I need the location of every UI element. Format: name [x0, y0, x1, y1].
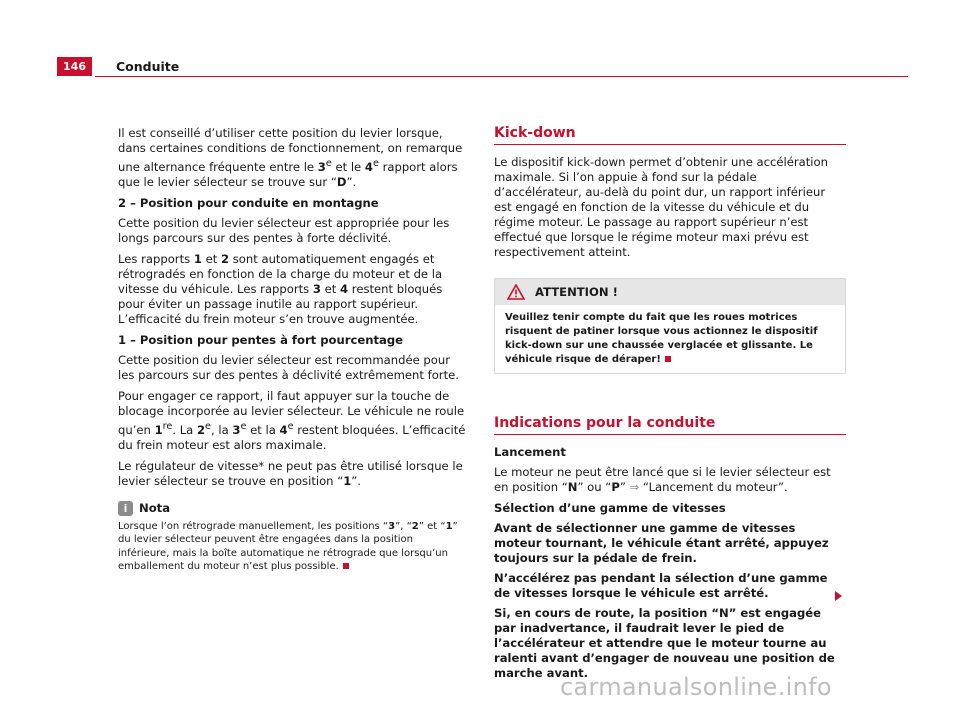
lancement-text: Le moteur ne peut être lancé que si le levier sélecteur est en position “N” ou “P” ⇒ “Lancement du moteur”.: [494, 465, 831, 494]
end-of-section-icon: [343, 563, 349, 569]
left-column: [118, 126, 466, 580]
attention-header: [495, 279, 845, 305]
attention-title: ATTENTION !: [535, 284, 618, 299]
info-note-icon: i: [118, 501, 133, 516]
bold-instruction-3: Si, en cours de route, la position “N” est engagée par inadvertance, il faudrait lever le pied de l’accélérateur et attendre que le moteur tourne au ralenti avant d’engager de nouveau une position de marche avant.: [494, 606, 835, 680]
chapter-title: Conduite: [116, 59, 180, 74]
next-page-arrow-icon: [835, 591, 842, 601]
kickdown-text: Le dispositif kick-down permet d’obtenir une accélération maximale. Si l’on appuie à fond sur la pédale d’accélérateur, au-delà du point dur, un rapport inférieur est engagé en fonction de la vitesse du véhicule et du régime moteur. Le passage au rapport supérieur n’est effectué que lorsque le régime moteur maxi prévu est respectivement atteint.: [494, 155, 828, 259]
position-2-heading: 2 – Position pour conduite en montagne: [118, 195, 379, 210]
position-1-heading: 1 – Position pour pentes à fort pourcentage: [118, 332, 403, 347]
nota-label: Nota: [139, 500, 171, 515]
bold-instruction-2: N’accélérez pas pendant la sélection d’une gamme de vitesses lorsque le véhicule est arrêté.: [494, 571, 828, 600]
nota-header: [118, 501, 466, 516]
position-1-text-2: Pour engager ce rapport, il faut appuyer sur la touche de blocage incorporée au levier sélecteur. Le véhicule ne roule qu’en 1re. La 2e, la 3e et la 4e restent bloquées. L’efficacité du frein moteur est alors maximale.: [118, 388, 466, 452]
kickdown-rule: [494, 144, 846, 145]
lancement-heading: Lancement: [494, 445, 566, 459]
kickdown-title: Kick-down: [494, 125, 576, 141]
watermark: carmanualsonline.info: [560, 673, 832, 701]
position-1-text-3: Le régulateur de vitesse* ne peut pas être utilisé lorsque le levier sélecteur se trouve en position “1”.: [118, 458, 463, 488]
header-rule: [95, 76, 908, 77]
position-1-text-1: Cette position du levier sélecteur est recommandée pour les parcours sur des pentes à déclivité extrêmement forte.: [118, 352, 459, 382]
reference-arrow-icon[interactable]: ⇒: [629, 480, 640, 494]
position-2-text-1: Cette position du levier sélecteur est appropriée pour les longs parcours sur des pentes à forte déclivité.: [118, 215, 450, 245]
indications-title: Indications pour la conduite: [494, 415, 716, 431]
attention-text: Veuillez tenir compte du fait que les roues motrices risquent de patiner lorsque vous actionnez le dispositif kick-down sur une chaussée verglacée et glissante. Le véhicule risque de déraper!: [505, 312, 818, 365]
nota-text: Lorsque l’on rétrograde manuellement, les positions “3”, “2” et “1” du levier sélecteur peuvent être engagées dans la position inférieure, mais la boîte automatique ne rétrograde que lorsqu’un emballement du moteur n’est plus possible.: [118, 520, 458, 573]
right-column: [494, 124, 846, 686]
end-of-section-icon: [665, 356, 671, 362]
indications-rule: [494, 434, 846, 435]
intro-paragraph: Il est conseillé d’utiliser cette position du levier lorsque, dans certaines conditions de fonctionnement, on remarque une alternance fréquente entre le 3e et le 4e rapport alors que le levier sélecteur se trouve sur “D”.: [118, 126, 463, 189]
bold-instruction-1: Avant de sélectionner une gamme de vitesses moteur tournant, le véhicule étant arrêté, appuyez toujours sur la pédale de frein.: [494, 521, 829, 565]
warning-triangle-icon: [507, 284, 525, 300]
position-2-text-2: Les rapports 1 et 2 sont automatiquement engagés et rétrogradés en fonction de la charge du moteur et de la vitesse du véhicule. Les rapports 3 et 4 restent bloqués pour éviter un passage inutile au rapport supérieur. L’efficacité du frein moteur s’en trouve augmentée.: [118, 251, 443, 326]
selection-heading: Sélection d’une gamme de vitesses: [494, 501, 726, 515]
page-number: 146: [57, 57, 92, 76]
attention-box: [494, 278, 846, 374]
